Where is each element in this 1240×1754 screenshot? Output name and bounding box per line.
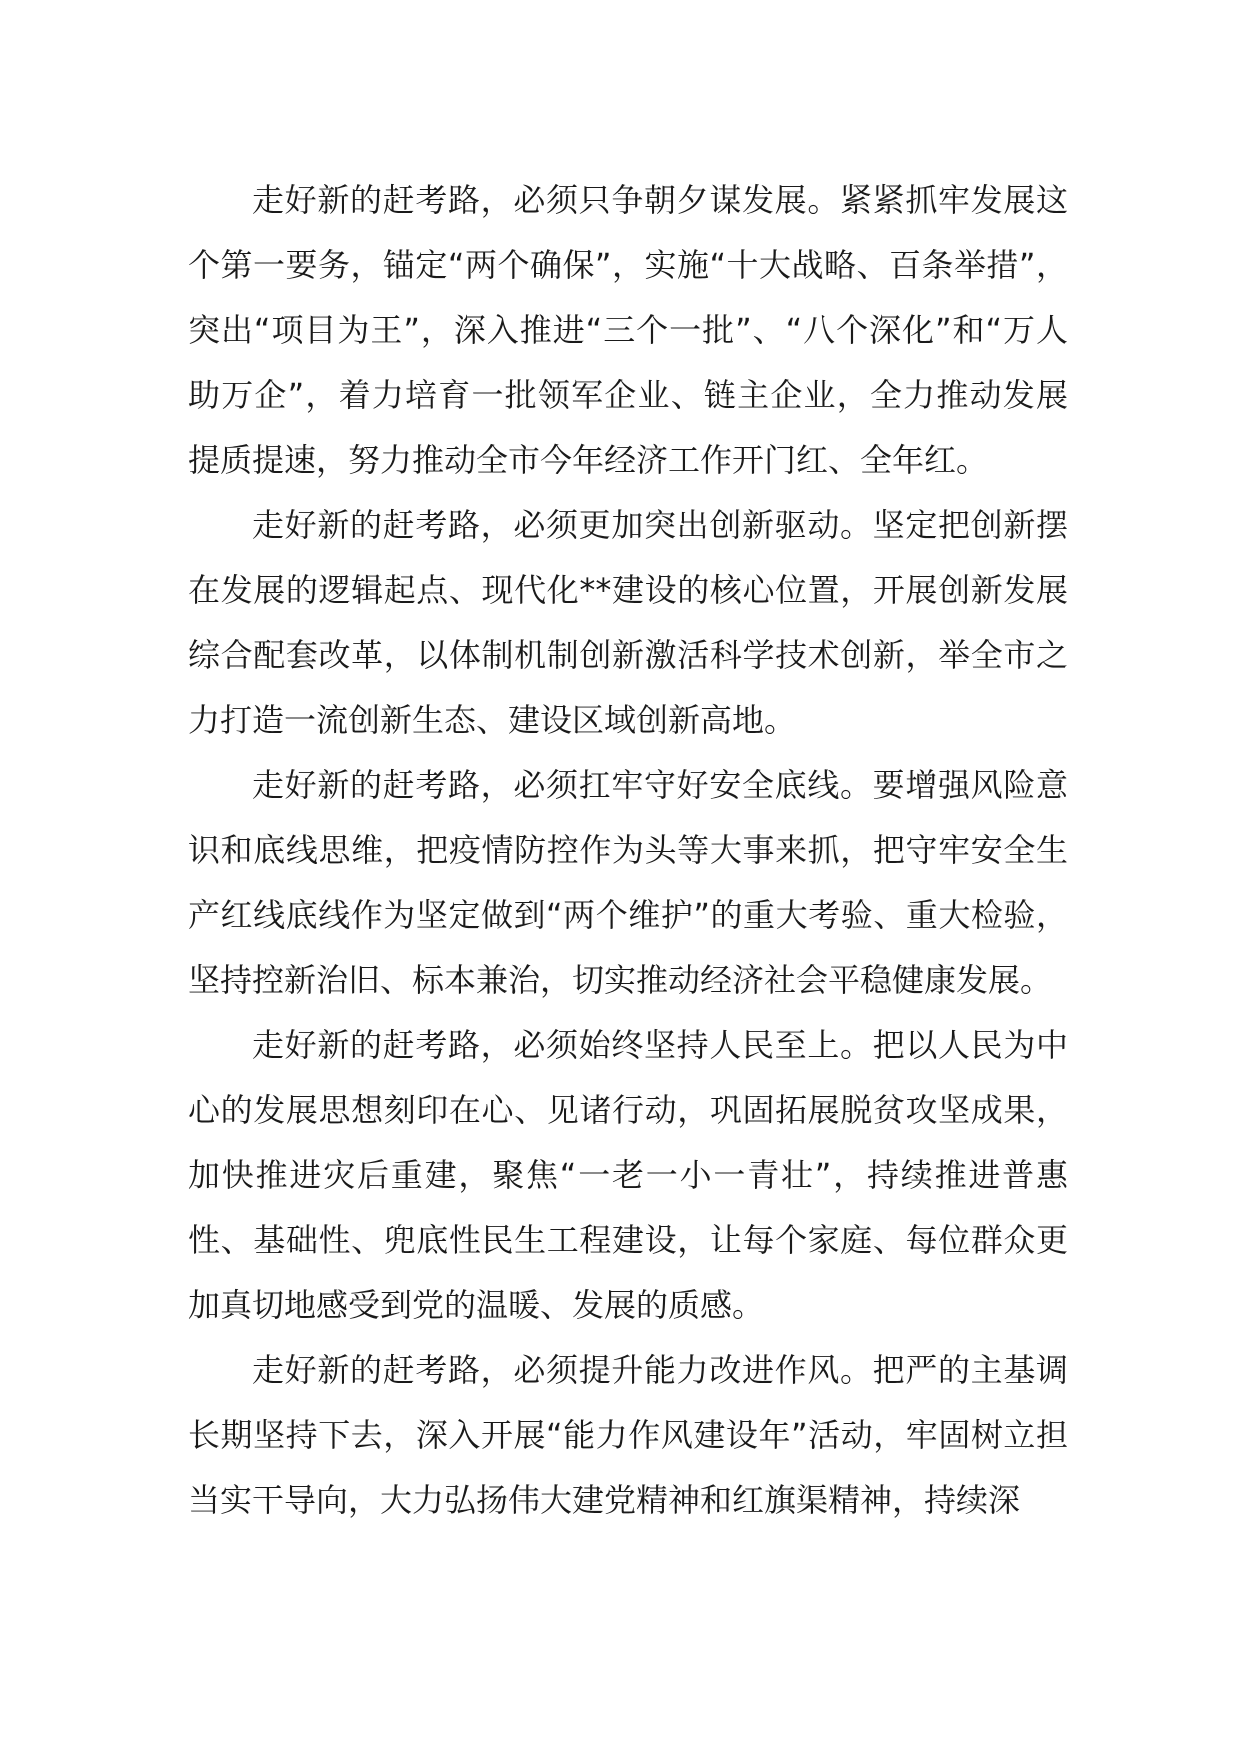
paragraph-development: 走好新的赶考路，必须只争朝夕谋发展。紧紧抓牢发展这个第一要务，锚定“两个确保”，实施“十大战略、百条举措”，突出“项目为王”，深入推进“三个一批”、“八个深化”和“万人助万企”，着力培育一批领军企业、链主企业，全力推动发展提质提速，努力推动全市今年经济工作开门红、全年红。 — [188, 181, 1068, 479]
paragraph-innovation: 走好新的赶考路，必须更加突出创新驱动。坚定把创新摆在发展的逻辑起点、现代化**建设的核心位置，开展创新发展综合配套改革，以体制机制创新激活科学技术创新，举全市之力打造一流创新生态、建设区域创新高地。 — [188, 506, 1068, 739]
paragraph-safety: 走好新的赶考路，必须扛牢守好安全底线。要增强风险意识和底线思维，把疫情防控作为头等大事来抓，把守牢安全生产红线底线作为坚定做到“两个维护”的重大考验、重大检验，坚持控新治旧、标本兼治，切实推动经济社会平稳健康发展。 — [188, 766, 1068, 999]
paragraph-people: 走好新的赶考路，必须始终坚持人民至上。把以人民为中心的发展思想刻印在心、见诸行动，巩固拓展脱贫攻坚成果，加快推进灾后重建，聚焦“一老一小一青壮”，持续推进普惠性、基础性、兜底性民生工程建设，让每个家庭、每位群众更加真切地感受到党的温暖、发展的质感。 — [188, 1026, 1068, 1324]
paragraph-work-style: 走好新的赶考路，必须提升能力改进作风。把严的主基调长期坚持下去，深入开展“能力作风建设年”活动，牢固树立担当实干导向，大力弘扬伟大建党精神和红旗渠精神，持续深 — [188, 1351, 1068, 1519]
document-body — [188, 168, 1068, 1533]
